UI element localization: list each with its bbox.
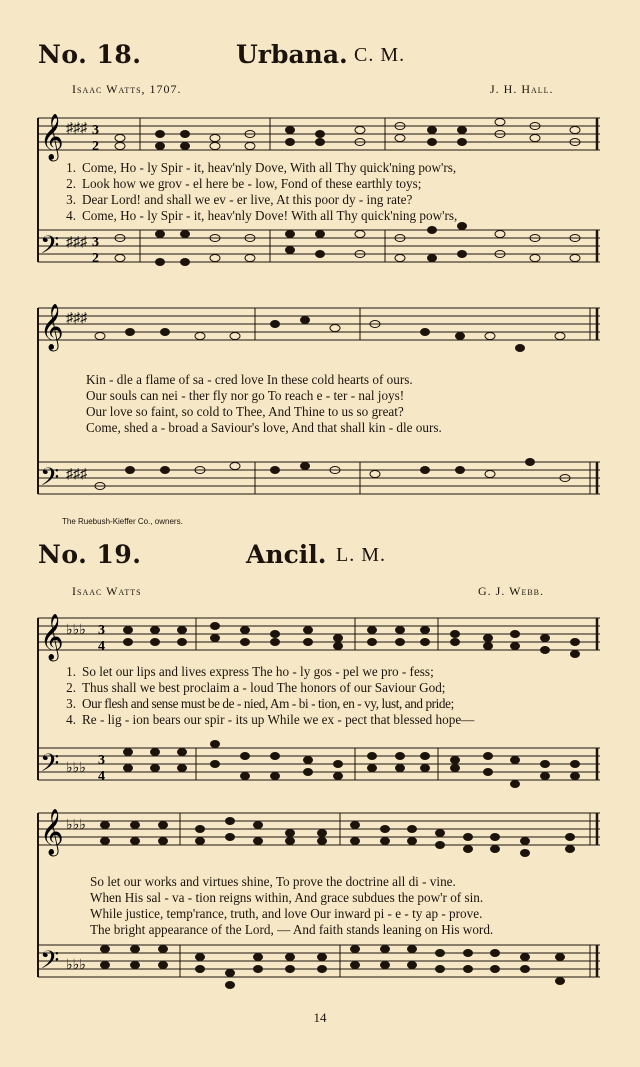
bass-clef-icon: 𝄢 <box>40 231 60 266</box>
treble-clef-icon: 𝄞 <box>40 809 64 855</box>
hymn-composer: G. J. Webb. <box>478 584 545 598</box>
hymn-18-verses-b <box>86 372 442 436</box>
hymn-author: Isaac Watts <box>72 584 142 598</box>
hymn-author: Isaac Watts, 1707. <box>72 82 182 96</box>
verse-line: 2. Thus shall we best proclaim a - loud The honors of our Saviour God; <box>66 680 446 695</box>
hymn-19-verses-a <box>54 664 474 728</box>
hymn-19-header <box>0 540 640 580</box>
verse-line: 3. Our flesh and sense must be de - nied, Am - bi - tion, en - vy, lust, and pride; <box>66 696 454 711</box>
hymn-number: No. 18. <box>38 40 142 69</box>
hymn-19-verses-b <box>90 874 493 938</box>
verse-line: 3. Dear Lord! and shall we ev - er live, At this poor dy - ing rate? <box>66 192 413 207</box>
hymn-meter: C. M. <box>354 44 406 66</box>
time-signature: 3 <box>92 235 99 250</box>
hymn-18-verses-a <box>54 160 457 224</box>
verse-line: When His sal - va - tion reigns within, And grace subdues the pow'r of sin. <box>90 890 484 905</box>
bass-clef-icon: 𝄢 <box>40 946 60 981</box>
hymn-18-header <box>0 40 640 80</box>
time-signature: 4 <box>98 769 105 784</box>
verse-line: Come, shed a - broad a Saviour's love, And that shall kin - dle ours. <box>86 420 442 435</box>
key-signature-sharps: ♯♯♯ <box>66 467 87 482</box>
copyright-owners: The Ruebush-Kieffer Co., owners. <box>62 517 183 526</box>
verse-line: 4. Re - lig - ion bears our spir - its up While we ex - pect that blessed hope— <box>66 712 475 727</box>
treble-clef-icon: 𝄞 <box>40 114 64 160</box>
key-signature-sharps: ♯♯♯ <box>66 311 87 326</box>
bass-clef-icon: 𝄢 <box>40 463 60 498</box>
time-signature: 2 <box>92 251 99 266</box>
verse-line: 2. Look how we grov - el here be - low, Fond of these earthly toys; <box>66 176 422 191</box>
verse-line: 4. Come, Ho - ly Spir - it, heav'nly Dove! With all Thy quick'ning pow'rs, <box>66 208 458 223</box>
time-signature: 3 <box>92 123 99 138</box>
bass-clef-icon: 𝄢 <box>40 749 60 784</box>
time-signature: 4 <box>98 639 105 654</box>
key-signature-flats: ♭♭♭ <box>66 818 86 833</box>
verse-line: 1. Come, Ho - ly Spir - it, heav'nly Dove, With all Thy quick'ning pow'rs, <box>66 160 457 175</box>
key-signature-sharps: ♯♯♯ <box>66 121 87 136</box>
page-number: 14 <box>313 1010 327 1025</box>
verse-line: Our love so faint, so cold to Thee, And Thine to us so great? <box>86 404 404 419</box>
hymn-meter: L. M. <box>336 544 386 566</box>
hymn-composer: J. H. Hall. <box>490 82 554 96</box>
verse-line: So let our works and virtues shine, To prove the doctrine all di - vine. <box>90 874 456 889</box>
treble-clef-icon: 𝄞 <box>40 614 64 660</box>
hymn-title: Urbana. <box>236 40 348 69</box>
hymn-title: Ancil. <box>246 540 327 569</box>
verse-line: Our souls can nei - ther fly nor go To reach e - ter - nal joys! <box>86 388 405 403</box>
time-signature: 3 <box>98 753 105 768</box>
verse-line: The bright appearance of the Lord, — And faith stands leaning on His word. <box>90 922 494 937</box>
verse-line: Kin - dle a flame of sa - cred love In these cold hearts of ours. <box>86 372 413 387</box>
key-signature-sharps: ♯♯♯ <box>66 235 87 250</box>
time-signature: 2 <box>92 139 99 154</box>
treble-clef-icon: 𝄞 <box>40 304 64 350</box>
key-signature-flats: ♭♭♭ <box>66 958 86 973</box>
time-signature: 3 <box>98 623 105 638</box>
verse-line: 1. So let our lips and lives express The ho - ly gos - pel we pro - fess; <box>66 664 434 679</box>
hymn-number: No. 19. <box>38 540 142 569</box>
verse-line: While justice, temp'rance, truth, and love Our inward pi - e - ty ap - prove. <box>90 906 483 921</box>
key-signature-flats: ♭♭♭ <box>66 761 86 776</box>
key-signature-flats: ♭♭♭ <box>66 623 86 638</box>
